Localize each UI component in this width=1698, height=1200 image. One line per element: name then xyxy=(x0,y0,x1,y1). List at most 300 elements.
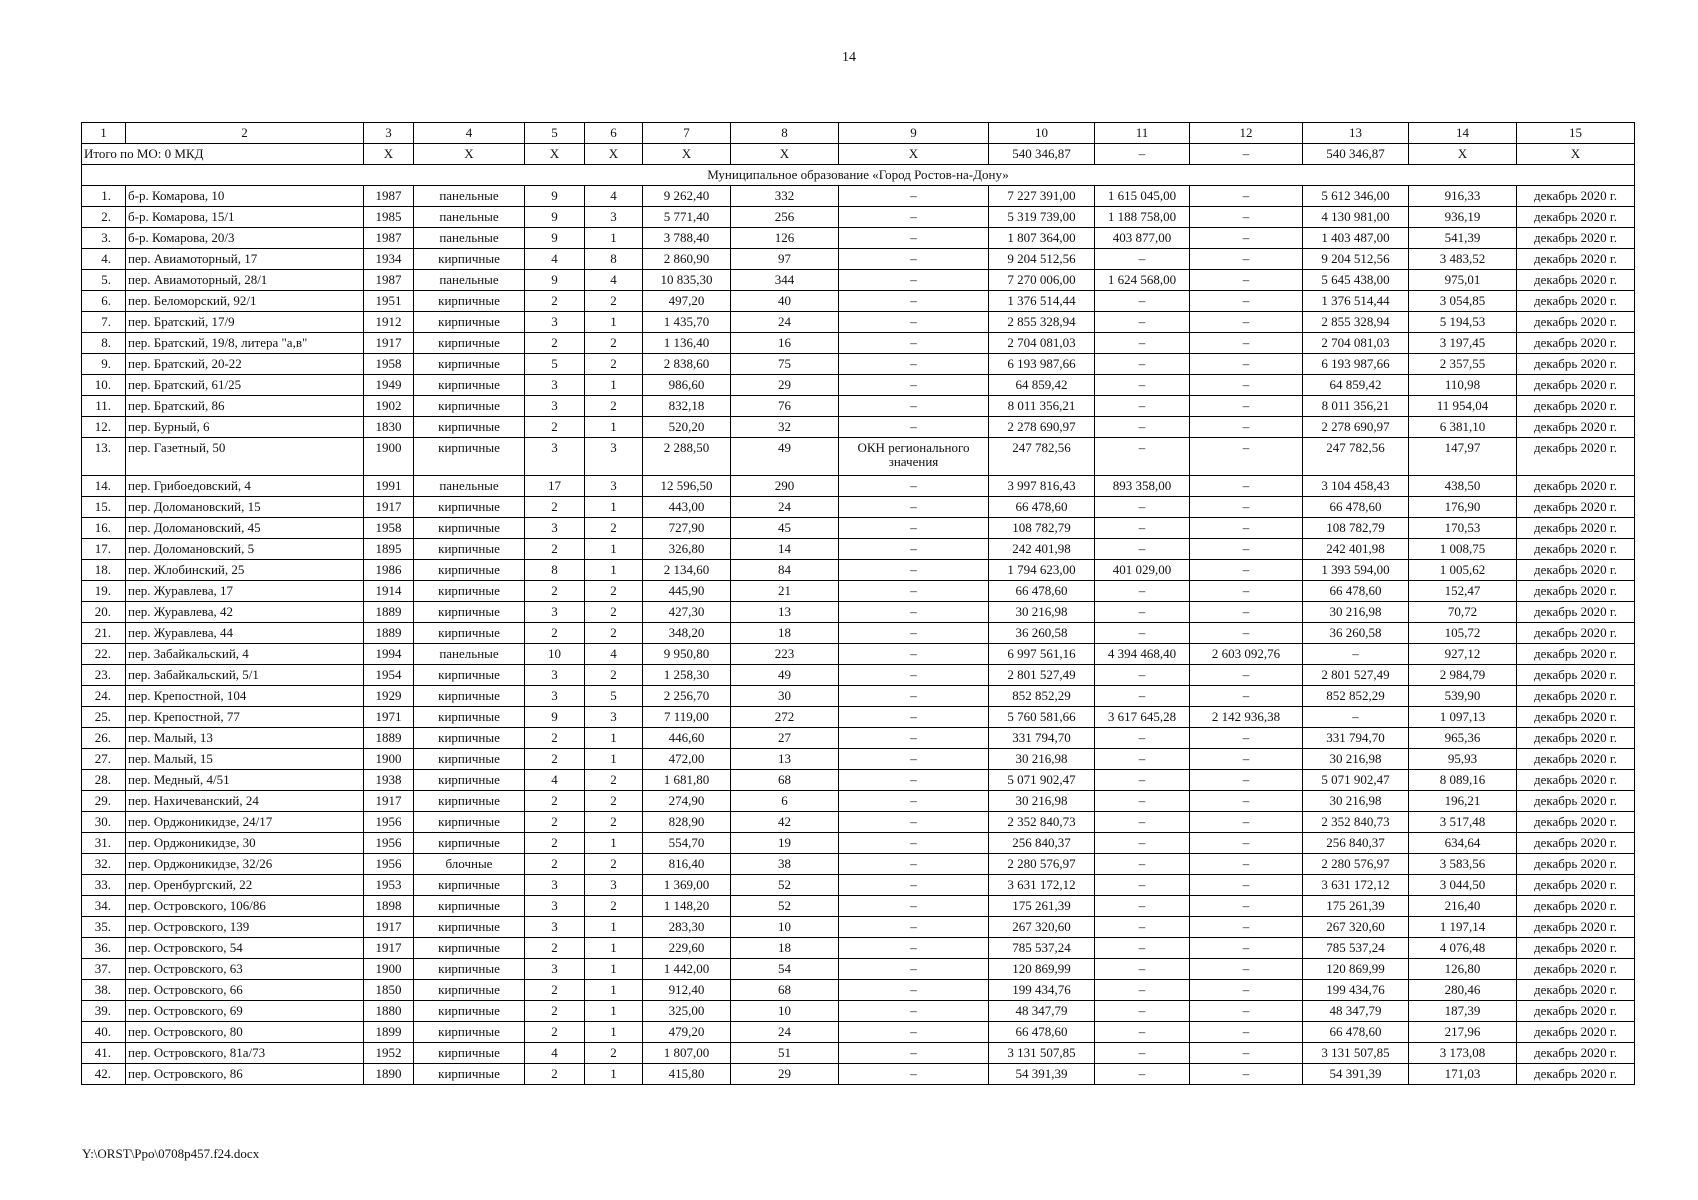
table-cell: 2 xyxy=(525,791,585,812)
table-cell: 45 xyxy=(731,518,839,539)
table-cell: 3 xyxy=(525,396,585,417)
table-cell: кирпичные xyxy=(414,707,525,728)
table-cell: 1 xyxy=(585,1022,643,1043)
table-cell: – xyxy=(1190,917,1303,938)
table-cell: 1900 xyxy=(364,749,414,770)
table-cell: 30 xyxy=(731,686,839,707)
table-cell: 6 193 987,66 xyxy=(1303,354,1409,375)
table-row xyxy=(82,354,1635,375)
table-cell: 3 xyxy=(525,438,585,476)
table-cell: – xyxy=(1095,249,1190,270)
table-cell: кирпичные xyxy=(414,1022,525,1043)
table-cell: 520,20 xyxy=(643,417,731,438)
table-cell: 539,90 xyxy=(1409,686,1517,707)
table-cell: пер. Грибоедовский, 4 xyxy=(126,476,364,497)
table-cell: 634,64 xyxy=(1409,833,1517,854)
table-cell: 290 xyxy=(731,476,839,497)
table-cell: пер. Братский, 17/9 xyxy=(126,312,364,333)
table-cell: 7 119,00 xyxy=(643,707,731,728)
table-cell: 6 997 561,16 xyxy=(989,644,1095,665)
table-cell: кирпичные xyxy=(414,354,525,375)
table-cell: 120 869,99 xyxy=(1303,959,1409,980)
table-cell: 2 xyxy=(525,333,585,354)
table-cell: 5 071 902,47 xyxy=(989,770,1095,791)
table-cell: 727,90 xyxy=(643,518,731,539)
table-cell: пер. Островского, 81а/73 xyxy=(126,1043,364,1064)
table-cell: 2 280 576,97 xyxy=(989,854,1095,875)
table-cell: – xyxy=(839,1064,989,1085)
table-cell: декабрь 2020 г. xyxy=(1517,354,1635,375)
table-cell: – xyxy=(1095,581,1190,602)
table-cell: декабрь 2020 г. xyxy=(1517,791,1635,812)
table-cell: кирпичные xyxy=(414,917,525,938)
table-cell: 7 227 391,00 xyxy=(989,186,1095,207)
table-cell: 35. xyxy=(82,917,126,938)
table-cell: – xyxy=(839,770,989,791)
table-cell: декабрь 2020 г. xyxy=(1517,728,1635,749)
table-cell: декабрь 2020 г. xyxy=(1517,623,1635,644)
total-cell: Х xyxy=(364,144,414,165)
table-cell: декабрь 2020 г. xyxy=(1517,896,1635,917)
table-cell: 267 320,60 xyxy=(1303,917,1409,938)
table-cell: 1917 xyxy=(364,938,414,959)
table-cell: 13 xyxy=(731,749,839,770)
table-cell: 986,60 xyxy=(643,375,731,396)
table-cell: 199 434,76 xyxy=(989,980,1095,1001)
table-cell: 3 173,08 xyxy=(1409,1043,1517,1064)
table-row xyxy=(82,518,1635,539)
table-cell: пер. Журавлева, 42 xyxy=(126,602,364,623)
table-cell: 283,30 xyxy=(643,917,731,938)
table-cell: 4 xyxy=(585,186,643,207)
table-cell: 445,90 xyxy=(643,581,731,602)
table-cell: – xyxy=(839,291,989,312)
table-cell: декабрь 2020 г. xyxy=(1517,438,1635,476)
table-row xyxy=(82,644,1635,665)
table-cell: 5 071 902,47 xyxy=(1303,770,1409,791)
table-cell: 280,46 xyxy=(1409,980,1517,1001)
table-cell: 66 478,60 xyxy=(1303,1022,1409,1043)
table-cell: пер. Авиамоторный, 28/1 xyxy=(126,270,364,291)
table-cell: – xyxy=(839,917,989,938)
table-cell: 256 840,37 xyxy=(989,833,1095,854)
table-cell: 247 782,56 xyxy=(1303,438,1409,476)
table-cell: ОКН регионального значения xyxy=(839,438,989,476)
table-cell: пер. Орджоникидзе, 32/26 xyxy=(126,854,364,875)
table-cell: блочные xyxy=(414,854,525,875)
table-cell: кирпичные xyxy=(414,1043,525,1064)
table-row xyxy=(82,581,1635,602)
table-row xyxy=(82,476,1635,497)
table-cell: 3 197,45 xyxy=(1409,333,1517,354)
table-cell: 3 xyxy=(525,312,585,333)
table-row xyxy=(82,917,1635,938)
table-cell: 274,90 xyxy=(643,791,731,812)
table-cell: 1 xyxy=(585,497,643,518)
table-cell: 1900 xyxy=(364,959,414,980)
table-cell: 4 xyxy=(585,270,643,291)
table-cell: кирпичные xyxy=(414,812,525,833)
table-cell: 1914 xyxy=(364,581,414,602)
table-cell: 852 852,29 xyxy=(989,686,1095,707)
table-row xyxy=(82,333,1635,354)
table-cell: – xyxy=(839,228,989,249)
table-cell: 1985 xyxy=(364,207,414,228)
table-cell: 446,60 xyxy=(643,728,731,749)
table-cell: 68 xyxy=(731,770,839,791)
table-row xyxy=(82,1043,1635,1064)
table-cell: пер. Бурный, 6 xyxy=(126,417,364,438)
table-cell: – xyxy=(1095,539,1190,560)
table-cell: 23. xyxy=(82,665,126,686)
total-cell: Х xyxy=(414,144,525,165)
table-cell: 1 xyxy=(585,980,643,1001)
table-cell: 5 760 581,66 xyxy=(989,707,1095,728)
table-cell: 24 xyxy=(731,1022,839,1043)
table-cell: 3 583,56 xyxy=(1409,854,1517,875)
table-cell: 479,20 xyxy=(643,1022,731,1043)
total-cell: Х xyxy=(525,144,585,165)
table-cell: кирпичные xyxy=(414,560,525,581)
table-cell: 17 xyxy=(525,476,585,497)
table-cell: – xyxy=(839,896,989,917)
table-cell: 108 782,79 xyxy=(989,518,1095,539)
table-cell: 171,03 xyxy=(1409,1064,1517,1085)
column-number-header: 2 xyxy=(126,123,364,144)
table-cell: 3 517,48 xyxy=(1409,812,1517,833)
table-cell: 29 xyxy=(731,1064,839,1085)
table-cell: – xyxy=(1190,560,1303,581)
table-cell: кирпичные xyxy=(414,375,525,396)
table-cell: 1934 xyxy=(364,249,414,270)
table-cell: 2 142 936,38 xyxy=(1190,707,1303,728)
table-cell: 64 859,42 xyxy=(989,375,1095,396)
table-cell: декабрь 2020 г. xyxy=(1517,228,1635,249)
table-cell: – xyxy=(1190,791,1303,812)
page-number: 14 xyxy=(842,50,856,65)
table-cell: 24. xyxy=(82,686,126,707)
table-cell: – xyxy=(1190,1043,1303,1064)
table-cell: 3 xyxy=(585,476,643,497)
table-cell: 152,47 xyxy=(1409,581,1517,602)
table-cell: 3 xyxy=(525,875,585,896)
table-cell: кирпичные xyxy=(414,1064,525,1085)
table-cell: – xyxy=(1095,417,1190,438)
table-cell: 21 xyxy=(731,581,839,602)
table-cell: пер. Журавлева, 44 xyxy=(126,623,364,644)
table-row xyxy=(82,896,1635,917)
table-cell: 54 xyxy=(731,959,839,980)
table-cell: 2 704 081,03 xyxy=(1303,333,1409,354)
table-cell: декабрь 2020 г. xyxy=(1517,917,1635,938)
table-cell: кирпичные xyxy=(414,875,525,896)
column-number-header: 13 xyxy=(1303,123,1409,144)
table-cell: – xyxy=(1095,438,1190,476)
table-cell: декабрь 2020 г. xyxy=(1517,686,1635,707)
table-cell: – xyxy=(1190,1022,1303,1043)
table-cell: пер. Доломановский, 45 xyxy=(126,518,364,539)
table-row xyxy=(82,291,1635,312)
table-cell: 22. xyxy=(82,644,126,665)
table-cell: 9 204 512,56 xyxy=(989,249,1095,270)
table-cell: 32 xyxy=(731,417,839,438)
table-cell: 326,80 xyxy=(643,539,731,560)
table-cell: 30 216,98 xyxy=(989,749,1095,770)
table-cell: 1 xyxy=(585,728,643,749)
table-cell: 2. xyxy=(82,207,126,228)
table-cell: 1902 xyxy=(364,396,414,417)
table-row xyxy=(82,686,1635,707)
table-cell: 9 xyxy=(525,228,585,249)
table-cell: декабрь 2020 г. xyxy=(1517,396,1635,417)
table-cell: 1938 xyxy=(364,770,414,791)
table-cell: 4 xyxy=(525,249,585,270)
table-cell: 1987 xyxy=(364,186,414,207)
table-cell: 936,19 xyxy=(1409,207,1517,228)
table-cell: 27. xyxy=(82,749,126,770)
table-cell: 3 xyxy=(585,438,643,476)
table-cell: декабрь 2020 г. xyxy=(1517,854,1635,875)
table-cell: 9 950,80 xyxy=(643,644,731,665)
table-cell: 2 xyxy=(585,396,643,417)
table-cell: 1949 xyxy=(364,375,414,396)
table-cell: – xyxy=(1095,896,1190,917)
table-cell: декабрь 2020 г. xyxy=(1517,476,1635,497)
table-cell: 223 xyxy=(731,644,839,665)
table-cell: 2 xyxy=(585,623,643,644)
table-cell: – xyxy=(839,375,989,396)
table-cell: 1 794 623,00 xyxy=(989,560,1095,581)
table-cell: 1952 xyxy=(364,1043,414,1064)
table-cell: 9 xyxy=(525,207,585,228)
table-cell: 175 261,39 xyxy=(1303,896,1409,917)
table-cell: – xyxy=(839,249,989,270)
table-cell: 9 262,40 xyxy=(643,186,731,207)
column-number-header: 6 xyxy=(585,123,643,144)
table-cell: декабрь 2020 г. xyxy=(1517,1001,1635,1022)
column-number-row xyxy=(82,123,1635,144)
table-cell: – xyxy=(1190,539,1303,560)
table-cell: 51 xyxy=(731,1043,839,1064)
table-cell: – xyxy=(1095,938,1190,959)
table-cell: пер. Братский, 61/25 xyxy=(126,375,364,396)
table-cell: 2 352 840,73 xyxy=(1303,812,1409,833)
table-cell: – xyxy=(1095,833,1190,854)
table-cell: декабрь 2020 г. xyxy=(1517,875,1635,896)
table-cell: – xyxy=(1190,354,1303,375)
section-title-row xyxy=(82,165,1635,186)
table-row xyxy=(82,375,1635,396)
table-cell: 5 xyxy=(585,686,643,707)
table-cell: кирпичные xyxy=(414,312,525,333)
table-cell: 5 xyxy=(525,354,585,375)
table-cell: кирпичные xyxy=(414,791,525,812)
total-cell: Х xyxy=(585,144,643,165)
table-cell: – xyxy=(839,1022,989,1043)
table-cell: 5 319 739,00 xyxy=(989,207,1095,228)
table-cell: 1912 xyxy=(364,312,414,333)
table-cell: 42. xyxy=(82,1064,126,1085)
table-cell: 344 xyxy=(731,270,839,291)
table-cell: кирпичные xyxy=(414,896,525,917)
table-cell: декабрь 2020 г. xyxy=(1517,518,1635,539)
table-cell: 1 136,40 xyxy=(643,333,731,354)
table-cell: 16. xyxy=(82,518,126,539)
table-cell: 41. xyxy=(82,1043,126,1064)
table-cell: 1971 xyxy=(364,707,414,728)
table-cell: 52 xyxy=(731,875,839,896)
table-cell: 443,00 xyxy=(643,497,731,518)
table-cell: – xyxy=(1190,602,1303,623)
table-cell: – xyxy=(839,539,989,560)
table-cell: 2 xyxy=(525,539,585,560)
table-cell: 4 130 981,00 xyxy=(1303,207,1409,228)
table-cell: 66 478,60 xyxy=(1303,581,1409,602)
table-cell: 348,20 xyxy=(643,623,731,644)
table-cell: пер. Забайкальский, 4 xyxy=(126,644,364,665)
registry-body xyxy=(82,123,1635,1085)
table-row xyxy=(82,270,1635,291)
table-cell: – xyxy=(1095,1022,1190,1043)
table-cell: 3 xyxy=(585,875,643,896)
table-cell: 3 xyxy=(585,707,643,728)
table-cell: – xyxy=(839,270,989,291)
table-cell: пер. Островского, 63 xyxy=(126,959,364,980)
table-cell: 965,36 xyxy=(1409,728,1517,749)
table-cell: 438,50 xyxy=(1409,476,1517,497)
table-cell: – xyxy=(1095,396,1190,417)
table-cell: кирпичные xyxy=(414,665,525,686)
table-cell: пер. Орджоникидзе, 30 xyxy=(126,833,364,854)
table-cell: кирпичные xyxy=(414,749,525,770)
table-cell: декабрь 2020 г. xyxy=(1517,707,1635,728)
table-cell: 832,18 xyxy=(643,396,731,417)
table-row xyxy=(82,186,1635,207)
table-cell: 76 xyxy=(731,396,839,417)
table-cell: декабрь 2020 г. xyxy=(1517,207,1635,228)
table-cell: 10 xyxy=(525,644,585,665)
total-cell: – xyxy=(1095,144,1190,165)
table-cell: 1987 xyxy=(364,228,414,249)
table-cell: – xyxy=(839,854,989,875)
table-cell: панельные xyxy=(414,476,525,497)
table-cell: – xyxy=(1190,518,1303,539)
table-cell: кирпичные xyxy=(414,770,525,791)
table-cell: – xyxy=(839,833,989,854)
table-cell: декабрь 2020 г. xyxy=(1517,644,1635,665)
table-cell: 3 788,40 xyxy=(643,228,731,249)
table-cell: 38. xyxy=(82,980,126,1001)
table-cell: 30 216,98 xyxy=(989,791,1095,812)
table-cell: – xyxy=(1095,623,1190,644)
table-cell: 272 xyxy=(731,707,839,728)
table-cell: 2 xyxy=(585,791,643,812)
table-cell: – xyxy=(1190,249,1303,270)
table-cell: декабрь 2020 г. xyxy=(1517,539,1635,560)
table-cell: – xyxy=(839,875,989,896)
table-cell: 3 xyxy=(525,665,585,686)
table-cell: 3 631 172,12 xyxy=(1303,875,1409,896)
table-cell: 66 478,60 xyxy=(989,497,1095,518)
table-cell: 12 596,50 xyxy=(643,476,731,497)
table-cell: 1917 xyxy=(364,333,414,354)
table-cell: 5 645 438,00 xyxy=(1303,270,1409,291)
table-cell: 33. xyxy=(82,875,126,896)
table-cell: 6 193 987,66 xyxy=(989,354,1095,375)
table-cell: – xyxy=(839,959,989,980)
table-cell: пер. Авиамоторный, 17 xyxy=(126,249,364,270)
table-row xyxy=(82,438,1635,476)
table-cell: 3 xyxy=(585,207,643,228)
table-cell: 1 148,20 xyxy=(643,896,731,917)
table-cell: пер. Крепостной, 77 xyxy=(126,707,364,728)
table-cell: пер. Оренбургский, 22 xyxy=(126,875,364,896)
table-cell: 331 794,70 xyxy=(1303,728,1409,749)
table-cell: пер. Журавлева, 17 xyxy=(126,581,364,602)
table-cell: 1889 xyxy=(364,728,414,749)
table-cell: 2 xyxy=(525,749,585,770)
table-cell: 2 984,79 xyxy=(1409,665,1517,686)
table-cell: декабрь 2020 г. xyxy=(1517,812,1635,833)
table-cell: панельные xyxy=(414,644,525,665)
table-cell: 267 320,60 xyxy=(989,917,1095,938)
table-cell: пер. Островского, 106/86 xyxy=(126,896,364,917)
table-cell: 4 xyxy=(585,644,643,665)
table-cell: 38 xyxy=(731,854,839,875)
table-cell: 108 782,79 xyxy=(1303,518,1409,539)
table-cell: 1958 xyxy=(364,354,414,375)
table-cell: 84 xyxy=(731,560,839,581)
table-cell: 1899 xyxy=(364,1022,414,1043)
table-cell: 1951 xyxy=(364,291,414,312)
table-cell: 54 391,39 xyxy=(1303,1064,1409,1085)
table-cell: 893 358,00 xyxy=(1095,476,1190,497)
table-cell: 29 xyxy=(731,375,839,396)
total-cell: Х xyxy=(1409,144,1517,165)
table-cell: 29. xyxy=(82,791,126,812)
table-row xyxy=(82,728,1635,749)
table-cell: 8 011 356,21 xyxy=(1303,396,1409,417)
table-cell: 1 xyxy=(585,1001,643,1022)
table-cell: – xyxy=(1190,665,1303,686)
table-cell: – xyxy=(839,312,989,333)
table-row xyxy=(82,1022,1635,1043)
table-cell: кирпичные xyxy=(414,291,525,312)
table-cell: панельные xyxy=(414,207,525,228)
table-cell: 2 278 690,97 xyxy=(989,417,1095,438)
table-cell: 4 xyxy=(525,770,585,791)
table-cell: панельные xyxy=(414,228,525,249)
table-cell: декабрь 2020 г. xyxy=(1517,749,1635,770)
table-cell: кирпичные xyxy=(414,728,525,749)
table-cell: 9 xyxy=(525,707,585,728)
table-cell: – xyxy=(839,417,989,438)
table-cell: 1 624 568,00 xyxy=(1095,270,1190,291)
table-cell: 332 xyxy=(731,186,839,207)
table-cell: 1917 xyxy=(364,497,414,518)
table-cell: – xyxy=(1095,749,1190,770)
table-cell: – xyxy=(1095,812,1190,833)
table-cell: 3. xyxy=(82,228,126,249)
table-cell: декабрь 2020 г. xyxy=(1517,497,1635,518)
table-row xyxy=(82,1001,1635,1022)
table-cell: 120 869,99 xyxy=(989,959,1095,980)
table-cell: – xyxy=(1190,1001,1303,1022)
table-cell: 2 xyxy=(525,812,585,833)
table-cell: 1 403 487,00 xyxy=(1303,228,1409,249)
table-cell: кирпичные xyxy=(414,539,525,560)
table-row xyxy=(82,812,1635,833)
